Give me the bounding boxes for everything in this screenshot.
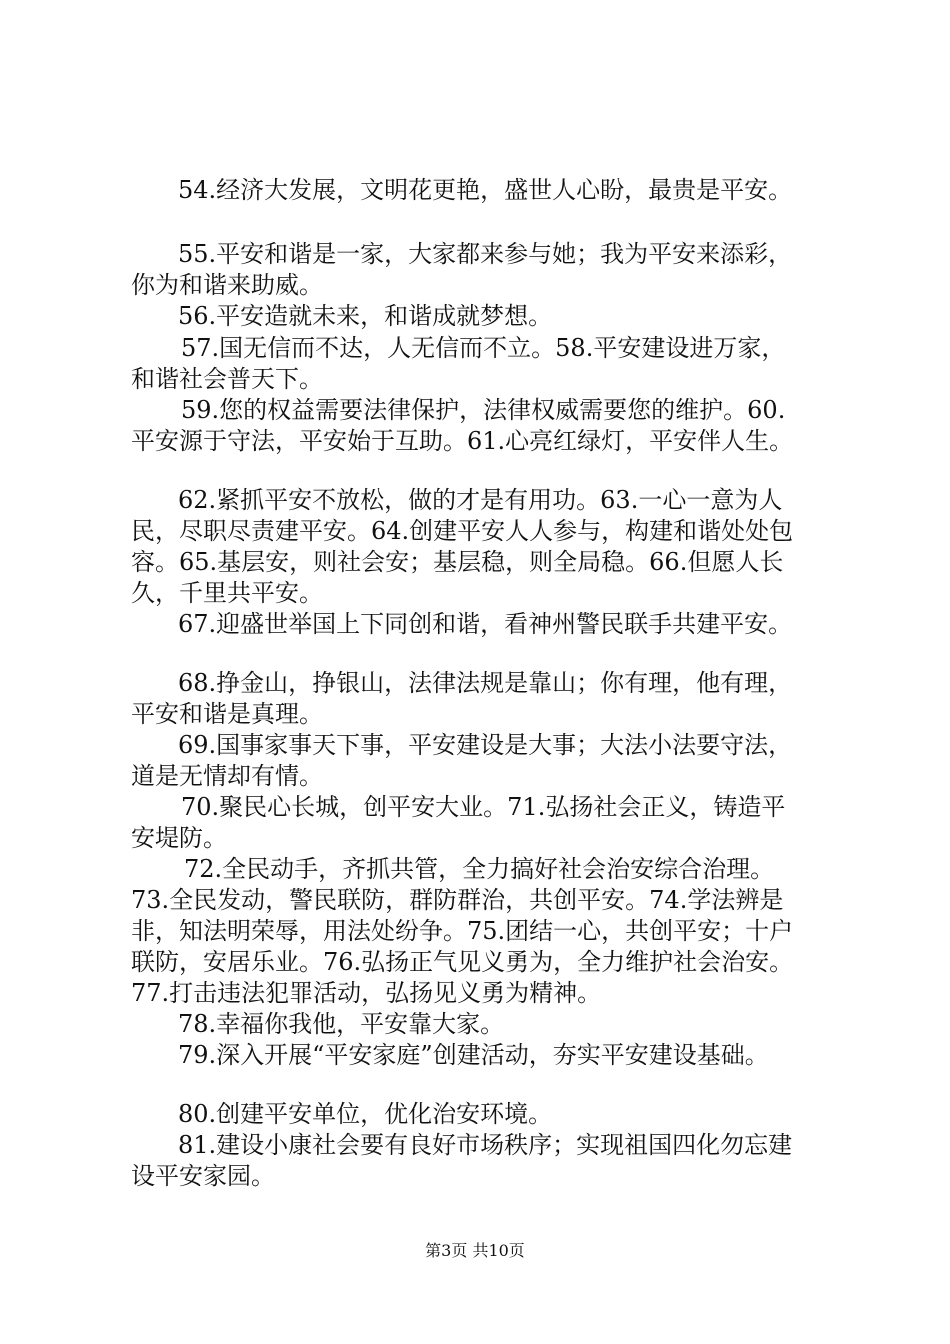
text-line-62-cont3: 久，千里共平安。 (131, 579, 323, 607)
text-line-80: 80.创建平安单位，优化治安环境。 (178, 1100, 553, 1128)
page-number-footer: 第3页 共10页 (425, 1241, 525, 1260)
text-line-73-cont1: 非，知法明荣辱，用法处纷争。75.团结一心，共创平安；十户 (131, 917, 794, 945)
text-line-59: 59.您的权益需要法律保护，法律权威需要您的维护。60. (181, 396, 786, 424)
text-line-55-cont: 你为和谐来助威。 (131, 271, 323, 299)
text-line-79: 79.深入开展“平安家庭”创建活动，夯实平安建设基础。 (178, 1041, 769, 1069)
text-line-81: 81.建设小康社会要有良好市场秩序；实现祖国四化勿忘建 (178, 1131, 793, 1159)
text-line-69: 69.国事家事天下事，平安建设是大事；大法小法要守法， (178, 731, 793, 759)
text-line-57-cont: 和谐社会普天下。 (131, 365, 323, 393)
text-line-54: 54.经济大发展，文明花更艳，盛世人心盼，最贵是平安。 (178, 176, 793, 204)
text-line-78: 78.幸福你我他，平安靠大家。 (178, 1010, 505, 1038)
text-line-57: 57.国无信而不达，人无信而不立。58.平安建设进万家， (181, 334, 786, 362)
text-line-73: 73.全民发动，警民联防，群防群治，共创平安。74.学法辨是 (131, 886, 784, 914)
text-line-59-cont: 平安源于守法，平安始于互助。61.心亮红绿灯，平安伴人生。 (131, 427, 794, 455)
text-line-70-cont: 安堤防。 (131, 824, 227, 852)
text-line-81-cont: 设平安家园。 (131, 1162, 275, 1190)
text-line-55: 55.平安和谐是一家，大家都来参与她；我为平安来添彩， (178, 240, 793, 268)
text-line-73-cont2: 联防，安居乐业。76.弘扬正气见义勇为，全力维护社会治安。 (131, 948, 794, 976)
text-line-62: 62.紧抓平安不放松，做的才是有用功。63.一心一意为人 (178, 486, 783, 514)
text-line-68-cont: 平安和谐是真理。 (131, 700, 323, 728)
text-line-72: 72.全民动手，齐抓共管，全力搞好社会治安综合治理。 (184, 855, 775, 883)
text-line-56: 56.平安造就未来，和谐成就梦想。 (178, 302, 553, 330)
text-line-67: 67.迎盛世举国上下同创和谐，看神州警民联手共建平安。 (178, 610, 793, 638)
text-line-62-cont1: 民，尽职尽责建平安。64.创建平安人人参与，构建和谐处处包 (131, 517, 794, 545)
text-line-68: 68.挣金山，挣银山，法律法规是靠山；你有理，他有理， (178, 669, 793, 697)
text-line-77: 77.打击违法犯罪活动，弘扬见义勇为精神。 (131, 979, 602, 1007)
text-line-70: 70.聚民心长城，创平安大业。71.弘扬社会正义，铸造平 (181, 793, 786, 821)
text-line-69-cont: 道是无情却有情。 (131, 762, 323, 790)
text-line-62-cont2: 容。65.基层安，则社会安；基层稳，则全局稳。66.但愿人长 (131, 548, 784, 576)
